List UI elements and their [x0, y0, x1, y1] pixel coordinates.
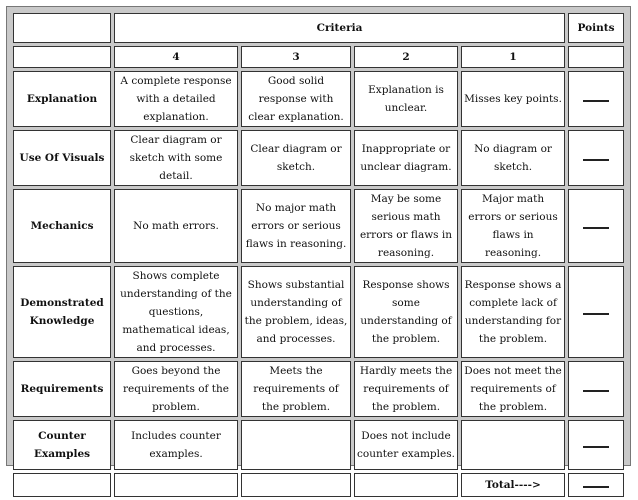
descriptor-cell: Misses key points.	[461, 71, 565, 127]
points-line	[583, 446, 609, 448]
criteria-row-demonstrated-knowledge	[13, 266, 624, 358]
descriptor-cell: Good solid response with clear explanation.	[241, 71, 351, 127]
descriptor-cell: Does not include counter examples.	[354, 420, 458, 470]
criteria-row-explanation	[13, 71, 624, 127]
row-label: Explanation	[13, 71, 111, 127]
points-blank[interactable]	[568, 420, 624, 470]
level-1: 1	[461, 46, 565, 68]
descriptor-cell: Major math errors or serious flaws in reasoning.	[461, 189, 565, 263]
points-blank[interactable]	[568, 130, 624, 186]
descriptor-cell: Clear diagram or sketch with some detail.	[114, 130, 238, 186]
criteria-header: Criteria	[114, 13, 565, 43]
descriptor-cell: Shows complete understanding of the questions, mathematical ideas, and processes.	[114, 266, 238, 358]
points-blank[interactable]	[568, 189, 624, 263]
points-line	[583, 159, 609, 161]
points-line	[583, 313, 609, 315]
total-empty-cell	[354, 473, 458, 497]
row-label: Demonstrated Knowledge	[13, 266, 111, 358]
descriptor-cell: Includes counter examples.	[114, 420, 238, 470]
points-line	[583, 390, 609, 392]
descriptor-cell	[241, 420, 351, 470]
descriptor-cell: Inappropriate or unclear diagram.	[354, 130, 458, 186]
row-label: Mechanics	[13, 189, 111, 263]
descriptor-cell: Goes beyond the requirements of the problem.	[114, 361, 238, 417]
descriptor-cell: Meets the requirements of the problem.	[241, 361, 351, 417]
descriptor-cell: Response shows some understanding of the problem.	[354, 266, 458, 358]
criteria-row-counter-examples	[13, 420, 624, 470]
header-row	[13, 13, 624, 43]
level-2: 2	[354, 46, 458, 68]
level-4: 4	[114, 46, 238, 68]
descriptor-cell	[461, 420, 565, 470]
total-empty-cell	[13, 473, 111, 497]
row-label: Requirements	[13, 361, 111, 417]
row-label: Use Of Visuals	[13, 130, 111, 186]
points-blank[interactable]	[568, 266, 624, 358]
descriptor-cell: A complete response with a detailed explanation.	[114, 71, 238, 127]
level-3: 3	[241, 46, 351, 68]
criteria-row-mechanics	[13, 189, 624, 263]
level-points-cell	[568, 46, 624, 68]
descriptor-cell: Does not meet the requirements of the problem.	[461, 361, 565, 417]
criteria-row-use-of-visuals	[13, 130, 624, 186]
total-row	[13, 473, 624, 497]
total-empty-cell	[241, 473, 351, 497]
points-blank[interactable]	[568, 361, 624, 417]
row-label: Counter Examples	[13, 420, 111, 470]
level-row	[13, 46, 624, 68]
points-line	[583, 227, 609, 229]
descriptor-cell: Response shows a complete lack of understanding for the problem.	[461, 266, 565, 358]
descriptor-cell: Explanation is unclear.	[354, 71, 458, 127]
points-line	[583, 100, 609, 102]
corner-cell	[13, 13, 111, 43]
descriptor-cell: Hardly meets the requirements of the problem.	[354, 361, 458, 417]
points-header: Points	[568, 13, 624, 43]
descriptor-cell: No diagram or sketch.	[461, 130, 565, 186]
rubric-table	[10, 10, 627, 500]
total-points-blank[interactable]	[568, 473, 624, 497]
descriptor-cell: Clear diagram or sketch.	[241, 130, 351, 186]
total-empty-cell	[114, 473, 238, 497]
points-blank[interactable]	[568, 71, 624, 127]
descriptor-cell: May be some serious math errors or flaws in reasoning.	[354, 189, 458, 263]
descriptor-cell: Shows substantial understanding of the problem, ideas, and processes.	[241, 266, 351, 358]
level-corner-cell	[13, 46, 111, 68]
points-line	[583, 486, 609, 488]
descriptor-cell: No major math errors or serious flaws in reasoning.	[241, 189, 351, 263]
total-label: Total---->	[461, 473, 565, 497]
rubric-frame	[6, 6, 631, 491]
descriptor-cell: No math errors.	[114, 189, 238, 263]
criteria-row-requirements	[13, 361, 624, 417]
